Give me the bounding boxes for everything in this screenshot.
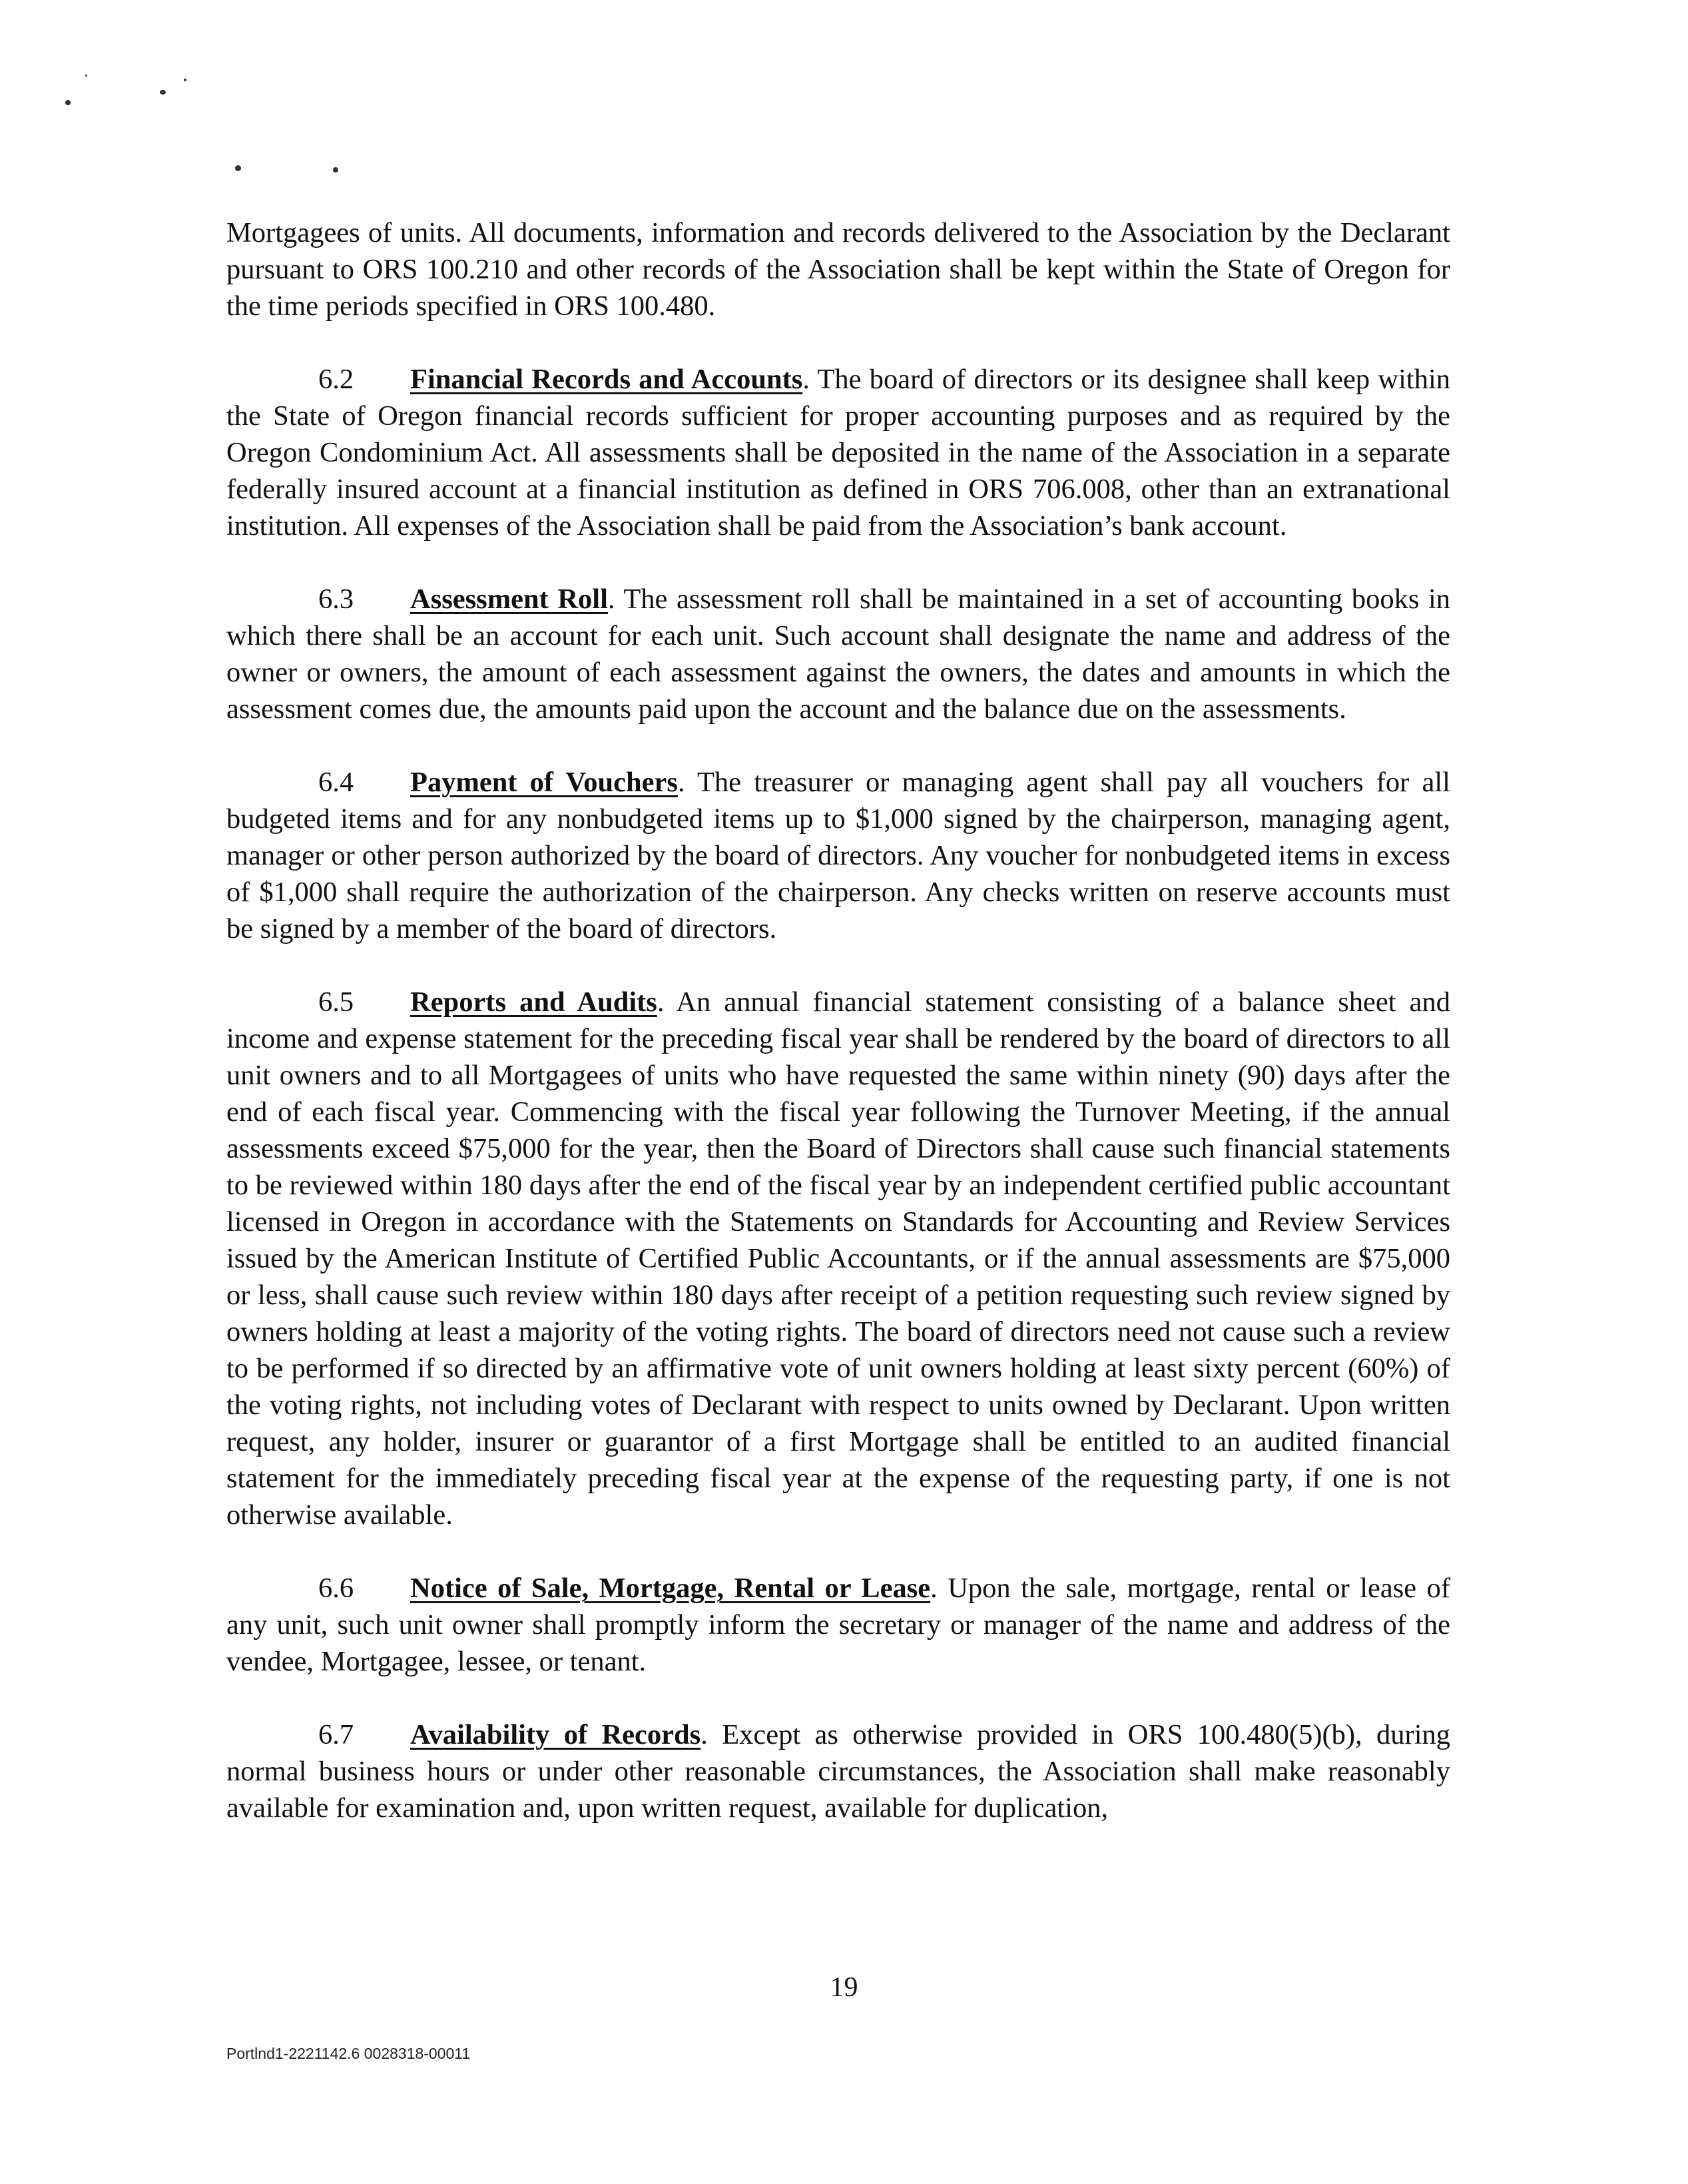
section-heading: Availability of Records: [410, 1719, 701, 1750]
page-number: 19: [830, 1972, 858, 2003]
section-number: 6.2: [318, 364, 354, 395]
section-heading: Notice of Sale, Mortgage, Rental or Lease: [410, 1573, 931, 1604]
section-6-7: 6.7 Availability of Records. Except as otherwise provided in ORS 100.480(5)(b), during normal business hours or under other reasonable circumstances, the Association shall make reasonably available for examination and, upon written request, available for duplication,: [226, 1716, 1450, 1826]
section-6-4: 6.4 Payment of Vouchers. The treasurer or managing agent shall pay all vouchers for all budgeted items and for any nonbudgeted items up to $1,000 signed by the chairperson, managing agent, manager or other person authorized by the board of directors. Any voucher for nonbudgeted items in excess of $1,000 shall require the authorization of the chairperson. Any checks written on reserve accounts must be signed by a member of the board of directors.: [226, 764, 1450, 947]
scan-speck: [235, 165, 241, 171]
scan-speck: [333, 167, 338, 173]
section-6-6: 6.6 Notice of Sale, Mortgage, Rental or Lease. Upon the sale, mortgage, rental or lease of any unit, such unit owner shall promptly inform the secretary or manager of the name and address of the vendee, Mortgagee, lessee, or tenant.: [226, 1570, 1450, 1680]
section-6-3: 6.3 Assessment Roll. The assessment roll shall be maintained in a set of accounting books in which there shall be an account for each unit. Such account shall designate the name and address of the owner or owners, the amount of each assessment against the owners, the dates and amounts in which the assessment comes due, the amounts paid upon the account and the balance due on the assessments.: [226, 581, 1450, 727]
section-heading: Financial Records and Accounts: [410, 364, 803, 395]
section-text: The treasurer or managing agent shall pay all vouchers for all budgeted items and for any nonbudgeted items up to $1,000 signed by the chairperson, managing agent, manager or other person authorized by the board of directors. Any voucher for nonbudgeted items in excess of $1,000 shall require the authorization of the chairperson. Any checks written on reserve accounts must be signed by a member of the board of directors.: [226, 767, 1450, 944]
document-id-footer: Portlnd1-2221142.6 0028318-00011: [226, 2045, 471, 2062]
section-number: 6.7: [318, 1719, 354, 1750]
section-number: 6.4: [318, 767, 354, 798]
section-heading: Payment of Vouchers: [410, 767, 678, 798]
section-6-5: 6.5 Reports and Audits. An annual financial statement consisting of a balance sheet and income and expense statement for the preceding fiscal year shall be rendered by the board of directors to all unit owners and to all Mortgagees of units who have requested the same within ninety (90) days after the end of each fiscal year. Commencing with the fiscal year following the Turnover Meeting, if the annual assessments exceed $75,000 for the year, then the Board of Directors shall cause such financial statements to be reviewed within 180 days after the end of the fiscal year by an independent certified public accountant licensed in Oregon in accordance with the Statements on Standards for Accounting and Review Services issued by the American Institute of Certified Public Accountants, or if the annual assessments are $75,000 or less, shall cause such review within 180 days after receipt of a petition requesting such review signed by owners holding at least a majority of the voting rights. The board of directors need not cause such a review to be performed if so directed by an affirmative vote of unit owners holding at least sixty percent (60%) of the voting rights, not including votes of Declarant with respect to units owned by Declarant. Upon written request, any holder, insurer or guarantor of a first Mortgage shall be entitled to an audited financial statement for the immediately preceding fiscal year at the expense of the requesting party, if one is not otherwise available.: [226, 984, 1450, 1533]
scan-speck: [85, 75, 87, 77]
section-number: 6.5: [318, 986, 354, 1018]
section-text: The assessment roll shall be maintained in a set of accounting books in which there shall be an account for each unit. Such account shall designate the name and address of the owner or owners, the amount of each assessment against the owners, the dates and amounts in which the assessment comes due, the amounts paid upon the account and the balance due on the assessments.: [226, 583, 1451, 725]
section-text: The board of directors or its designee shall keep within the State of Oregon financial records sufficient for proper accounting purposes and as required by the Oregon Condominium Act. All assessments shall be deposited in the name of the Association in a separate federally insured account at a financial institution as defined in ORS 706.008, other than an extranational institution. All expenses of the Association shall be paid from the Association’s bank account.: [226, 364, 1451, 542]
scan-speck: [65, 100, 71, 105]
section-text: An annual financial statement consisting of a balance sheet and income and expense statement for the preceding fiscal year shall be rendered by the board of directors to all unit owners and to all Mortgagees of units who have requested the same within ninety (90) days after the end of each fiscal year. Commencing with the fiscal year following the Turnover Meeting, if the annual assessments exceed $75,000 for the year, then the Board of Directors shall cause such financial statements to be reviewed within 180 days after the end of the fiscal year by an independent certified public accountant licensed in Oregon in accordance with the Statements on Standards for Accounting and Review Services issued by the American Institute of Certified Public Accountants, or if the annual assessments are $75,000 or less, shall cause such review within 180 days after receipt of a petition requesting such review signed by owners holding at least a majority of the voting rights. The board of directors need not cause such a review to be performed if so directed by an affirmative vote of unit owners holding at least sixty percent (60%) of the voting rights, not including votes of Declarant with respect to units owned by Declarant. Upon written request, any holder, insurer or guarantor of a first Mortgage shall be entitled to an audited financial statement for the immediately preceding fiscal year at the expense of the requesting party, if one is not otherwise available.: [226, 986, 1451, 1531]
scan-speck: [160, 90, 166, 95]
section-heading: Assessment Roll: [410, 583, 608, 615]
section-number: 6.3: [318, 583, 354, 615]
scan-speck: [184, 79, 186, 81]
section-heading: Reports and Audits: [410, 986, 657, 1018]
section-text: Except as otherwise provided in ORS 100.480(5)(b), during normal business hours or under other reasonable circumstances, the Association shall make reasonably available for examination and, upon written request, available for duplication,: [226, 1719, 1450, 1824]
document-body: [226, 214, 1450, 1863]
section-6-2: 6.2 Financial Records and Accounts. The board of directors or its designee shall keep within the State of Oregon financial records sufficient for proper accounting purposes and as required by the Oregon Condominium Act. All assessments shall be deposited in the name of the Association in a separate federally insured account at a financial institution as defined in ORS 706.008, other than an extranational institution. All expenses of the Association shall be paid from the Association’s bank account.: [226, 361, 1450, 544]
opening-paragraph: Mortgagees of units. All documents, information and records delivered to the Association by the Declarant pursuant to ORS 100.210 and other records of the Association shall be kept within the State of Oregon for the time periods specified in ORS 100.480.: [226, 217, 1450, 322]
section-number: 6.6: [318, 1573, 354, 1604]
section-text: Upon the sale, mortgage, rental or lease of any unit, such unit owner shall promptly inform the secretary or manager of the name and address of the vendee, Mortgagee, lessee, or tenant.: [226, 1573, 1450, 1677]
